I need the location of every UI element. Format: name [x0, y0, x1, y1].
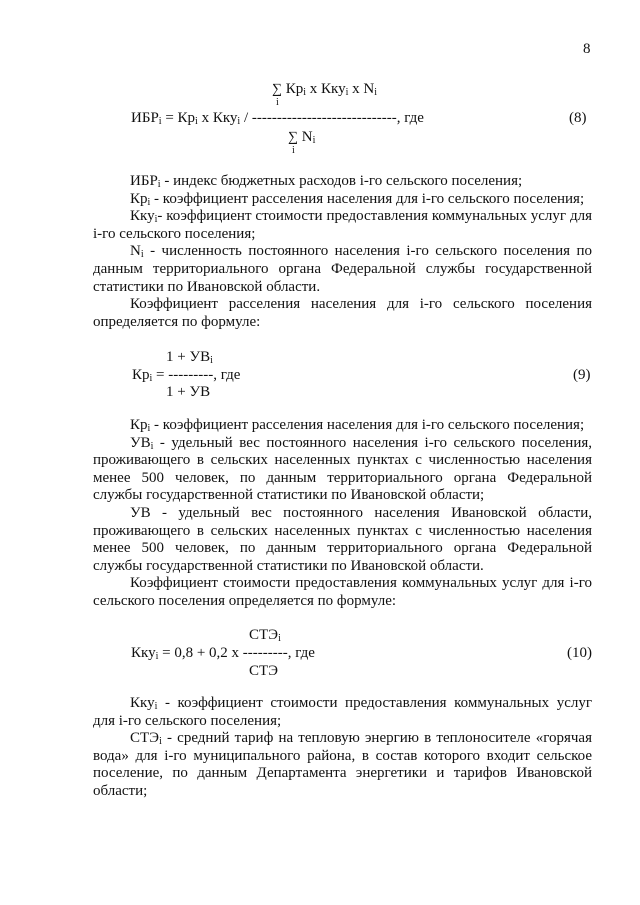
- formula-10-numerator: $СТЭ_i$: [249, 627, 281, 644]
- sum-index: i: [292, 145, 295, 156]
- formula-9-left-side: $Кр_i$ = ---------, где: [132, 367, 241, 384]
- page-number: 8: [583, 41, 591, 57]
- formula-10-denominator: СТЭ: [249, 663, 279, 679]
- definition-kr: $Кр_i$ - коэффициент расселения населения для i-го сельского поселения;: [130, 417, 585, 434]
- intro-formula-9: Коэффициент расселения населения для i-го сельского поселения определяется по формуле:: [93, 296, 592, 330]
- sum-symbol: ∑: [288, 130, 298, 145]
- definitions-block-3: [93, 695, 592, 801]
- definition-ibr: $ИБР_i$ - индекс бюджетных расходов i-го сельского поселения;: [130, 173, 523, 190]
- definition-kku: Кку$_i$ - коэффициент стоимости предоставления коммунальных услуг для i-го сельского поселения;: [93, 695, 592, 729]
- sum-symbol: ∑: [272, 82, 282, 97]
- formula-8-denominator: ∑ $N_i$: [288, 129, 316, 146]
- formula-9-number: (9): [573, 367, 591, 383]
- definitions-block-2: [93, 417, 592, 611]
- definition-kku: Кку$_i$- коэффициент стоимости предоставления коммунальных услуг для i-го сельского поселения;: [93, 208, 592, 242]
- formula-9-denominator: 1 + УВ: [166, 384, 211, 400]
- definitions-block-1: [93, 173, 592, 331]
- intro-formula-10: Коэффициент стоимости предоставления коммунальных услуг для i-го сельского поселения определяется по формуле:: [93, 575, 592, 609]
- definition-ste-i: $СТЭ_i$ - средний тариф на тепловую энергию в теплоносителе «горячая вода» для i-го муниципального района, в состав которого входит сельское поселение, по данным Департамента энергетики и тарифов Ивановской области;: [93, 730, 592, 799]
- definition-kr: $Кр_i$ - коэффициент расселения населения для i-го сельского поселения;: [130, 190, 585, 208]
- definition-uv: УВ - удельный вес постоянного населения Ивановской области, проживающего в сельских населенных пунктах с численностью населения менее 500 человек, по данным территориального органа Федеральной службы государственной статистики по Ивановской области.: [93, 504, 592, 574]
- definition-uv-i: $УВ_i$ - удельный вес постоянного населения i-го сельского поселения, проживающего в сельских населенных пунктах с численностью населения менее 500 человек, по данным территориального органа Федеральной службы государственной статистики по Ивановской области;: [93, 434, 592, 504]
- formula-8-number: (8): [569, 110, 587, 126]
- formula-9-numerator: $1 + УВ_i$: [166, 349, 213, 366]
- sum-index: i: [276, 97, 279, 108]
- formula-8-numerator: ∑ $Кр_i$ х Кку$_i$ х $N_i$: [272, 81, 378, 98]
- definition-n: $N_i$ - численность постоянного населения i-го сельского поселения по данным территориального органа Федеральной службы государственной статистики по Ивановской области.: [93, 243, 592, 295]
- formula-10-left-side: Кку$_i$ = 0,8 + 0,2 х ---------, где: [131, 645, 315, 662]
- formula-8-left-side: $ИБР_i = Кр_i$ х Кку$_i$ / -----------------------------, где: [131, 110, 424, 127]
- formula-10-number: (10): [567, 645, 592, 661]
